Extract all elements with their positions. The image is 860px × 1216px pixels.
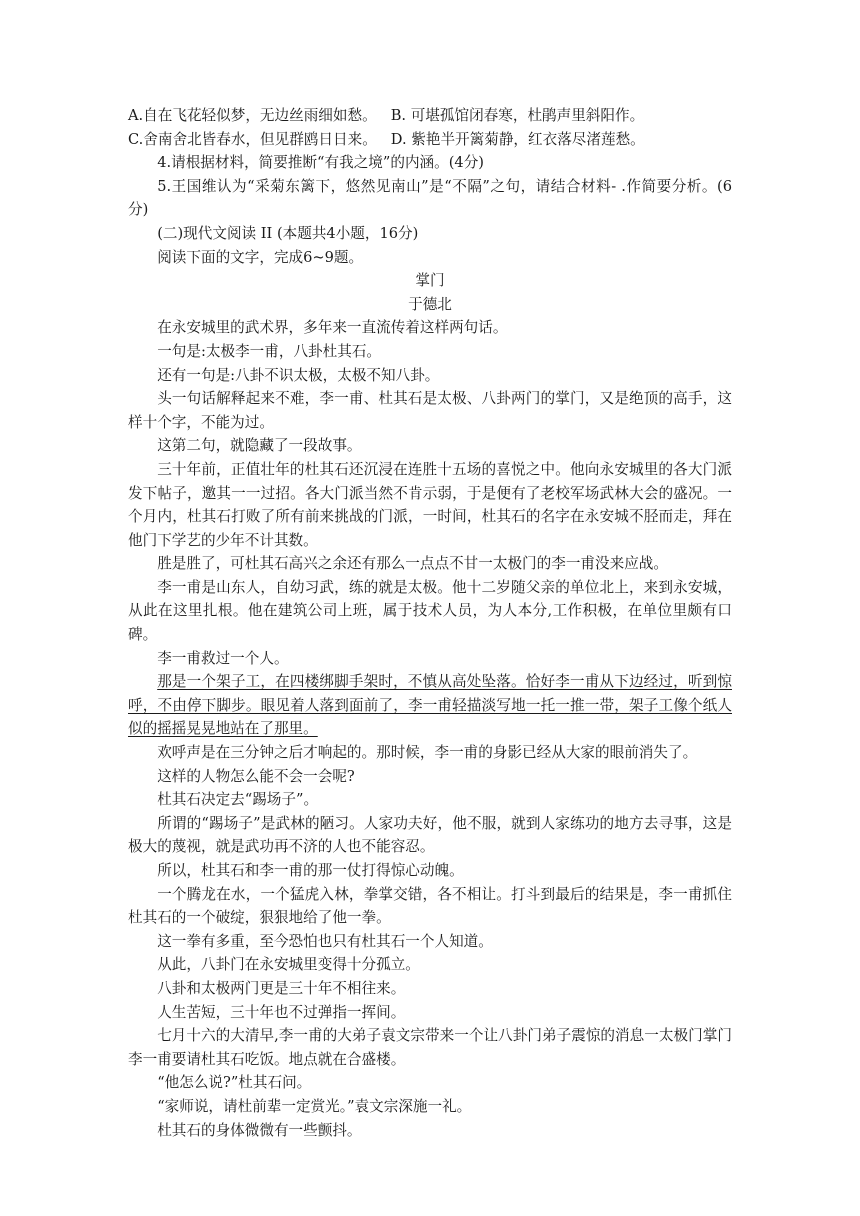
question-4: 4.请根据材料，简要推断“有我之境”的内涵。(4分)	[157, 154, 484, 172]
story-paragraph-underlined: 那是一个架子工，在四楼绑脚手架时，不慎从高处坠落。恰好李一甫从下边经过，听到惊呼，不由停下脚步。眼见着人落到面前了，李一甫轻描淡写地一托一推一带，架子工像个纸人似的摇摇晃晃地站在了那里。	[128, 673, 732, 738]
story-paragraph: 八卦和太极两门更是三十年不相往来。	[157, 979, 406, 997]
story-paragraph: 胜是胜了，可杜其石高兴之余还有那么一点点不甘一太极门的李一甫没来应战。	[157, 555, 668, 573]
story-paragraph: 这样的人物怎么能不会一会呢?	[157, 767, 355, 785]
story-paragraph: 李一甫是山东人，自幼习武，练的就是太极。他十二岁随父亲的单位北上，来到永安城，从此在这里扎根。他在建筑公司上班，属于技术人员，为人本分,工作积极，在单位里颇有口碑。	[128, 578, 732, 644]
option-c: C.舍南舍北皆春水，但见群鸥日日来。	[128, 130, 377, 148]
options-row-cd	[128, 128, 732, 152]
story-paragraph: “家师说，请杜前辈一定赏光。”袁文宗深施一礼。	[157, 1097, 472, 1115]
story-paragraph: 从此，八卦门在永安城里变得十分孤立。	[157, 956, 420, 974]
story-paragraph: 所以，杜其石和李一甫的那一仗打得惊心动魄。	[157, 862, 464, 879]
story-paragraph: 杜其石决定去“踢场子”。	[157, 791, 319, 809]
story-paragraph: 头一句话解释起来不难，李一甫、杜其石是太极、八卦两门的掌门，又是绝顶的高手，这样十个字，不能为过。	[128, 390, 732, 431]
story-title: 掌门	[415, 272, 445, 290]
story-author: 于德北	[408, 295, 452, 313]
story-paragraph: 李一甫救过一个人。	[157, 649, 289, 667]
option-a: A.自在飞花轻似梦，无边丝雨细如愁。	[128, 107, 377, 124]
story-paragraph: 人生苦短，三十年也不过弹指一挥间。	[157, 1003, 406, 1021]
document-page	[128, 104, 732, 1142]
story-paragraph: 杜其石的身体微微有一些颤抖。	[157, 1121, 362, 1139]
story-paragraph: 欢呼声是在三分钟之后才响起的。那时候，李一甫的身影已经从大家的眼前消失了。	[157, 744, 698, 762]
story-paragraph: 七月十六的大清早,李一甫的大弟子袁文宗带来一个让八卦门弟子震惊的消息一太极门掌门李一甫要请杜其石吃饭。地点就在合盛楼。	[128, 1027, 732, 1068]
option-b: B. 可堪孤馆闭春寒，杜鹃声里斜阳作。	[390, 107, 645, 124]
section-instruction: 阅读下面的文字，完成6~9题。	[157, 248, 364, 266]
story-paragraph: 三十年前，正值壮年的杜其石还沉浸在连胜十五场的喜悦之中。他向永安城里的各大门派发下帖子，邀其一一过招。各大门派当然不肯示弱，于是便有了老校军场武林大会的盛况。一个月内，杜其石打败了所有前来挑战的门派，一时间，杜其石的名字在永安城不胫而走，拜在他门下学艺的少年不计其数。	[128, 460, 732, 549]
option-d: D. 紫艳半开篱菊静，红衣落尽渚莲愁。	[390, 130, 645, 148]
story-paragraph: 在永安城里的武术界，多年来一直流传着这样两句话。	[157, 319, 508, 337]
story-paragraph: 一个腾龙在水，一个猛虎入林，拳掌交错，各不相让。打斗到最后的结果是，李一甫抓住杜其石的一个破绽，狠狠地给了他一拳。	[128, 885, 732, 927]
question-5: 5.王国维认为“采菊东篱下，悠然见南山”是“不隔”之句，请结合材料- .作简要分析。(6分)	[128, 177, 732, 219]
story-paragraph: “他怎么说?”杜其石问。	[157, 1074, 312, 1092]
section-header: (二)现代文阅读 II (本题共4小题，16分)	[157, 224, 419, 242]
story-paragraph: 还有一句是:八卦不识太极，太极不知八卦。	[157, 366, 440, 384]
story-paragraph: 一句是:太极李一甫，八卦杜其石。	[157, 342, 382, 360]
story-paragraph: 所谓的“踢场子”是武林的陋习。人家功夫好，他不服，就到人家练功的地方去寻事，这是极大的蔑视，就是武功再不济的人也不能容忍。	[128, 814, 732, 856]
story-paragraph: 这一拳有多重，至今恐怕也只有杜其石一个人知道。	[157, 932, 493, 950]
options-row-ab	[128, 104, 732, 128]
story-paragraph: 这第二句，就隐藏了一段故事。	[157, 437, 362, 455]
